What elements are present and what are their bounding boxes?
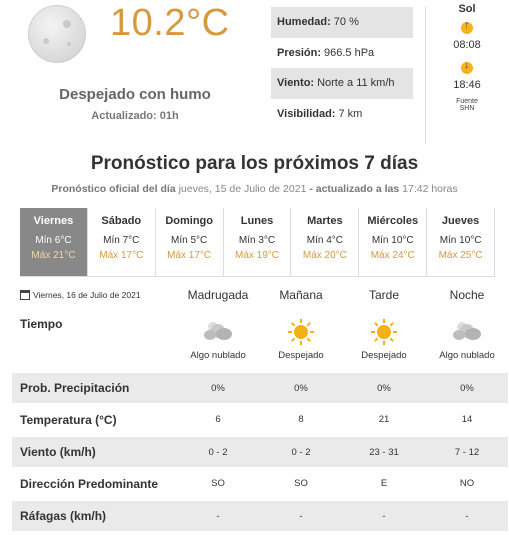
sun-title: Sol <box>458 3 476 15</box>
sunrise-icon: ↑ <box>458 19 476 37</box>
table-cell: 0% <box>294 383 308 394</box>
day-max: Máx 19°C <box>235 250 280 261</box>
updated-time: Actualizado: 01h <box>91 110 179 122</box>
day-name: Miércoles <box>367 215 419 227</box>
table-cell: 23 - 31 <box>369 447 399 458</box>
subtitle-time: 17:42 horas <box>399 183 458 195</box>
table-cell: 0% <box>211 383 225 394</box>
partly-cloudy-night-icon <box>425 318 509 344</box>
period-noche: Noche <box>449 288 485 302</box>
row-label-temperature: Temperatura (°C) <box>20 413 117 427</box>
stat-value: Norte a 11 km/h <box>317 77 395 90</box>
detail-date-text: Viernes, 16 de Julio de 2021 <box>33 290 141 300</box>
day-min: Mín 3°C <box>238 235 276 246</box>
day-max: Máx 24°C <box>370 250 415 261</box>
day-tabs <box>20 208 495 276</box>
table-cell: 6 <box>215 414 221 425</box>
day-min: Mín 10°C <box>371 235 414 246</box>
day-max: Máx 17°C <box>99 250 144 261</box>
table-cell: 7 - 12 <box>454 447 480 458</box>
current-condition: Despejado con humo <box>59 86 211 103</box>
table-cell: 8 <box>298 414 304 425</box>
day-min: Mín 5°C <box>171 235 208 246</box>
day-max: Máx 25°C <box>438 250 483 261</box>
stat-humidity <box>271 7 413 38</box>
stat-label: Presión: <box>277 46 322 59</box>
tabs-divider <box>20 276 495 277</box>
day-name: Jueves <box>441 215 480 227</box>
sunny-icon <box>342 317 426 343</box>
table-cell: - <box>465 511 469 522</box>
row-label-direction: Dirección Predominante <box>20 477 159 491</box>
row-label-wind: Viento (km/h) <box>20 445 96 459</box>
table-cell: NO <box>459 478 475 489</box>
table-cell: SO <box>211 478 225 489</box>
detail-date <box>20 290 141 300</box>
stat-value: 966.5 hPa <box>324 46 375 59</box>
sun-panel <box>434 3 500 113</box>
day-min: Mín 10°C <box>439 235 482 246</box>
table-cell: - <box>382 511 386 522</box>
subtitle-label: Pronóstico oficial del día <box>51 183 176 195</box>
table-cell: 0% <box>460 383 474 394</box>
tab-viernes[interactable] <box>20 208 87 276</box>
sunset-icon: ↓ <box>458 59 476 77</box>
stat-pressure <box>271 38 413 69</box>
table-cell: 21 <box>378 414 390 425</box>
tab-jueves[interactable] <box>426 208 495 276</box>
source-label: Fuente <box>456 98 478 105</box>
sky-text: Algo nublado <box>190 350 246 361</box>
tab-sabado[interactable] <box>87 208 155 276</box>
day-max: Máx 17°C <box>167 250 212 261</box>
day-max: Máx 20°C <box>302 250 347 261</box>
stat-label: Visibilidad: <box>277 107 336 120</box>
period-madrugada: Madrugada <box>187 288 249 302</box>
forecast-title: Pronóstico para los próximos 7 días <box>90 153 419 174</box>
day-name: Domingo <box>165 215 213 227</box>
stat-label: Viento: <box>277 77 315 90</box>
day-name: Sábado <box>101 215 142 227</box>
stat-value: 70 % <box>333 16 359 29</box>
row-label-gusts: Ráfagas (km/h) <box>20 509 107 523</box>
row-label-tiempo: Tiempo <box>20 317 63 331</box>
day-max: Máx 21°C <box>31 250 76 261</box>
sunrise-time: 08:08 <box>453 39 481 51</box>
period-tarde: Tarde <box>368 288 400 302</box>
period-manana: Mañana <box>279 288 323 302</box>
sky-text: Algo nublado <box>439 350 495 361</box>
stat-visibility <box>271 99 413 130</box>
stat-value: 7 km <box>338 107 363 120</box>
tab-martes[interactable] <box>290 208 358 276</box>
sky-text: Despejado <box>278 350 324 361</box>
table-cell: - <box>299 511 303 522</box>
table-cell: SO <box>294 478 308 489</box>
table-cell: - <box>216 511 220 522</box>
partly-cloudy-night-icon <box>176 318 260 344</box>
current-temperature: 10.2°C <box>110 2 230 44</box>
row-label-precipitation: Prob. Precipitación <box>20 381 130 395</box>
source-link[interactable]: SHN <box>459 105 475 112</box>
clear-night-moon-icon <box>28 5 86 63</box>
table-cell: 0 - 2 <box>291 447 311 458</box>
stat-wind <box>271 68 413 99</box>
subtitle-updated-label: - actualizado a las <box>309 183 400 195</box>
day-name: Viernes <box>33 215 74 227</box>
subtitle-date: jueves, 15 de Julio de 2021 <box>175 183 310 195</box>
sky-text: Despejado <box>361 350 407 361</box>
table-cell: 0% <box>377 383 391 394</box>
calendar-icon <box>20 290 30 300</box>
current-stats <box>271 7 413 129</box>
forecast-subtitle <box>0 183 509 195</box>
sunset-time: 18:46 <box>453 79 481 91</box>
tab-lunes[interactable] <box>223 208 291 276</box>
table-cell: E <box>380 478 388 489</box>
day-min: Mín 4°C <box>306 235 343 246</box>
day-name: Martes <box>307 215 343 227</box>
table-cell: 0 - 2 <box>208 447 228 458</box>
table-cell: 14 <box>461 414 473 425</box>
vertical-divider <box>425 6 426 144</box>
tab-miercoles[interactable] <box>358 208 426 276</box>
day-min: Mín 6°C <box>35 235 72 246</box>
stat-label: Humedad: <box>277 16 331 29</box>
day-name: Lunes <box>240 215 274 227</box>
day-min: Mín 7°C <box>103 235 140 246</box>
sunny-icon <box>259 317 343 343</box>
tab-domingo[interactable] <box>155 208 223 276</box>
